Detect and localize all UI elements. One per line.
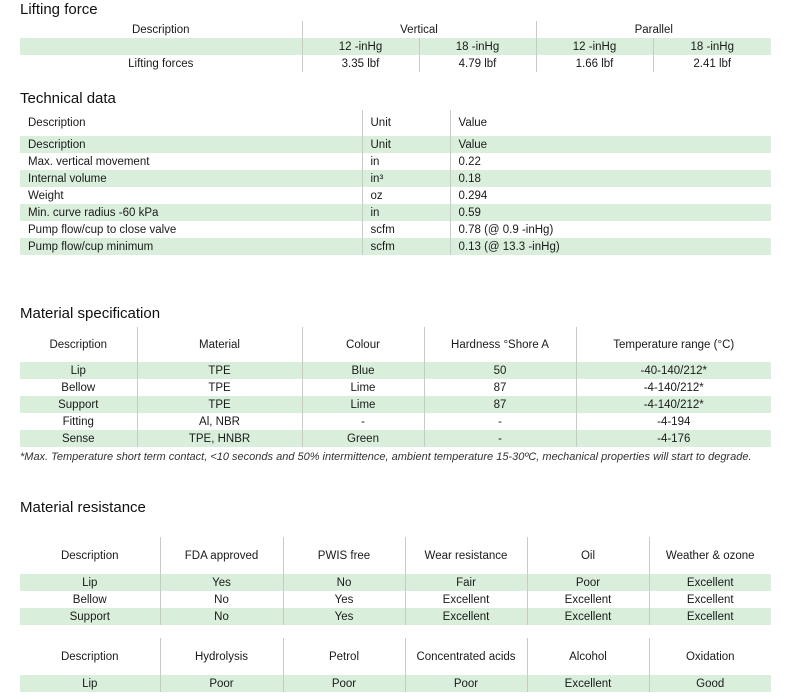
column-header: Temperature range (°C) xyxy=(576,327,771,362)
table-cell: No xyxy=(160,608,283,625)
column-header: Description xyxy=(60,549,119,562)
column-header: Description xyxy=(28,117,86,129)
table-cell: 50 xyxy=(424,362,576,379)
table-cell: 2.41 lbf xyxy=(653,55,771,72)
table-row xyxy=(20,204,771,221)
lifting-force-subheader-row xyxy=(20,38,771,55)
table-row xyxy=(20,153,771,170)
material-resistance-title: Material resistance xyxy=(20,499,146,516)
column-header: Value xyxy=(450,110,771,136)
table-cell: Sense xyxy=(20,430,137,447)
lifting-force-header-row xyxy=(20,21,771,38)
table-cell: in xyxy=(362,204,450,221)
table-cell: Excellent xyxy=(527,608,649,625)
table-cell: 87 xyxy=(424,379,576,396)
table-cell: 0.13 (@ 13.3 -inHg) xyxy=(450,238,771,255)
table-cell: Weight xyxy=(28,189,64,202)
table-cell: 4.79 lbf xyxy=(419,55,536,72)
table-cell: -4-140/212* xyxy=(576,379,771,396)
table-cell: Pump flow/cup minimum xyxy=(20,238,362,255)
table-row xyxy=(20,591,771,608)
table-cell: in xyxy=(362,153,450,170)
table-cell: -4-176 xyxy=(576,430,771,447)
table-cell: Fitting xyxy=(62,415,94,428)
table-cell: 0.22 xyxy=(450,153,771,170)
table-cell: Poor xyxy=(283,675,405,692)
table-cell: Min. curve radius -60 kPa xyxy=(20,204,362,221)
table-cell: Lip xyxy=(20,574,160,591)
table-cell: Good xyxy=(649,675,771,692)
table-cell: Blue xyxy=(302,362,424,379)
column-subheader: 18 -inHg xyxy=(419,38,536,55)
column-header: Weather & ozone xyxy=(649,537,771,574)
temperature-footnote: *Max. Temperature short term contact, <10 seconds and 50% intermittence, ambient temperature 15-30ºC, mechanical properties will start to degrade. xyxy=(20,451,752,463)
table-row xyxy=(20,55,771,72)
table-cell: Excellent xyxy=(649,574,771,591)
table-cell: 0.59 xyxy=(450,204,771,221)
column-header: Description xyxy=(131,23,190,36)
table-row xyxy=(20,396,771,413)
table-cell: Excellent xyxy=(649,608,771,625)
column-header: Alcohol xyxy=(527,638,649,675)
table-cell: - xyxy=(424,430,576,447)
table-cell: Green xyxy=(302,430,424,447)
table-cell: TPE xyxy=(137,362,302,379)
table-row xyxy=(20,238,771,255)
table-cell: Support xyxy=(20,608,160,625)
table-cell: Poor xyxy=(160,675,283,692)
table-cell: TPE xyxy=(137,396,302,413)
column-header: Description xyxy=(60,650,119,663)
table-row xyxy=(20,221,771,238)
table-cell: 3.35 lbf xyxy=(302,55,419,72)
material-specification-header-row xyxy=(20,327,771,362)
column-header: Oil xyxy=(527,537,649,574)
column-header: Material xyxy=(137,327,302,362)
column-subheader: 18 -inHg xyxy=(653,38,771,55)
table-cell: Description xyxy=(20,136,362,153)
table-cell: Pump flow/cup to close valve xyxy=(28,223,177,236)
table-cell: scfm xyxy=(362,221,450,238)
table-cell: Lime xyxy=(302,396,424,413)
table-row xyxy=(20,413,771,430)
table-cell: 0.18 xyxy=(450,170,771,187)
table-cell: No xyxy=(283,574,405,591)
technical-data-header-row xyxy=(20,110,771,136)
column-header: Description xyxy=(49,338,108,351)
table-cell: Bellow xyxy=(61,381,96,394)
table-row xyxy=(20,379,771,396)
technical-data-title: Technical data xyxy=(20,90,116,107)
table-cell: oz xyxy=(362,187,450,204)
table-row xyxy=(20,362,771,379)
table-cell: Lip xyxy=(20,362,137,379)
column-header: FDA approved xyxy=(160,537,283,574)
table-row xyxy=(20,430,771,447)
table-cell: scfm xyxy=(362,238,450,255)
table-cell: Excellent xyxy=(405,591,527,608)
table-cell: -40-140/212* xyxy=(576,362,771,379)
table-cell: - xyxy=(302,413,424,430)
table-cell: Yes xyxy=(283,591,405,608)
table-cell: Excellent xyxy=(649,591,771,608)
table-cell: TPE xyxy=(137,379,302,396)
column-header: Oxidation xyxy=(649,638,771,675)
table-cell: No xyxy=(160,591,283,608)
table-cell: Support xyxy=(20,396,137,413)
table-cell: Bellow xyxy=(72,593,107,606)
column-subheader: 12 -inHg xyxy=(536,38,653,55)
table-cell: Value xyxy=(450,136,771,153)
table-row xyxy=(20,675,771,692)
table-cell: Al, NBR xyxy=(137,413,302,430)
material-resistance-table-1 xyxy=(20,537,771,625)
column-header: Unit xyxy=(362,110,450,136)
material-resistance-header-row xyxy=(20,638,771,675)
table-cell: Yes xyxy=(160,574,283,591)
table-row xyxy=(20,170,771,187)
lifting-force-table xyxy=(20,21,771,72)
column-group-header-parallel: Parallel xyxy=(536,21,771,38)
table-cell: Excellent xyxy=(405,608,527,625)
table-cell: Poor xyxy=(405,675,527,692)
column-header: Concentrated acids xyxy=(405,638,527,675)
table-cell: Lip xyxy=(20,675,160,692)
table-cell: Max. vertical movement xyxy=(28,155,150,168)
column-header: Petrol xyxy=(283,638,405,675)
table-cell: TPE, HNBR xyxy=(137,430,302,447)
table-row xyxy=(20,574,771,591)
table-cell: Excellent xyxy=(527,591,649,608)
technical-data-table xyxy=(20,110,771,255)
table-cell: - xyxy=(424,413,576,430)
table-row xyxy=(20,136,771,153)
column-header: Wear resistance xyxy=(405,537,527,574)
table-cell: Yes xyxy=(283,608,405,625)
table-cell: Excellent xyxy=(527,675,649,692)
table-cell: 87 xyxy=(424,396,576,413)
table-cell: 0.78 (@ 0.9 -inHg) xyxy=(450,221,771,238)
material-resistance-table-2 xyxy=(20,638,771,692)
row-label: Lifting forces xyxy=(128,57,194,70)
table-row xyxy=(20,187,771,204)
lifting-force-title: Lifting force xyxy=(20,1,98,18)
column-group-header-vertical: Vertical xyxy=(302,21,536,38)
table-cell: Lime xyxy=(302,379,424,396)
table-cell: Poor xyxy=(527,574,649,591)
table-cell: in³ xyxy=(362,170,450,187)
table-cell: Fair xyxy=(405,574,527,591)
column-header: Hydrolysis xyxy=(160,638,283,675)
table-row xyxy=(20,608,771,625)
material-resistance-header-row xyxy=(20,537,771,574)
table-cell: -4-140/212* xyxy=(576,396,771,413)
column-header: Colour xyxy=(302,327,424,362)
column-header: Hardness °Shore A xyxy=(424,327,576,362)
material-specification-title: Material specification xyxy=(20,305,161,322)
table-cell: Unit xyxy=(362,136,450,153)
material-specification-table xyxy=(20,327,771,447)
table-cell: Internal volume xyxy=(20,170,362,187)
column-header: PWIS free xyxy=(283,537,405,574)
table-cell: 1.66 lbf xyxy=(536,55,653,72)
table-cell: -4-194 xyxy=(576,413,771,430)
table-cell: 0.294 xyxy=(450,187,771,204)
column-subheader: 12 -inHg xyxy=(302,38,419,55)
